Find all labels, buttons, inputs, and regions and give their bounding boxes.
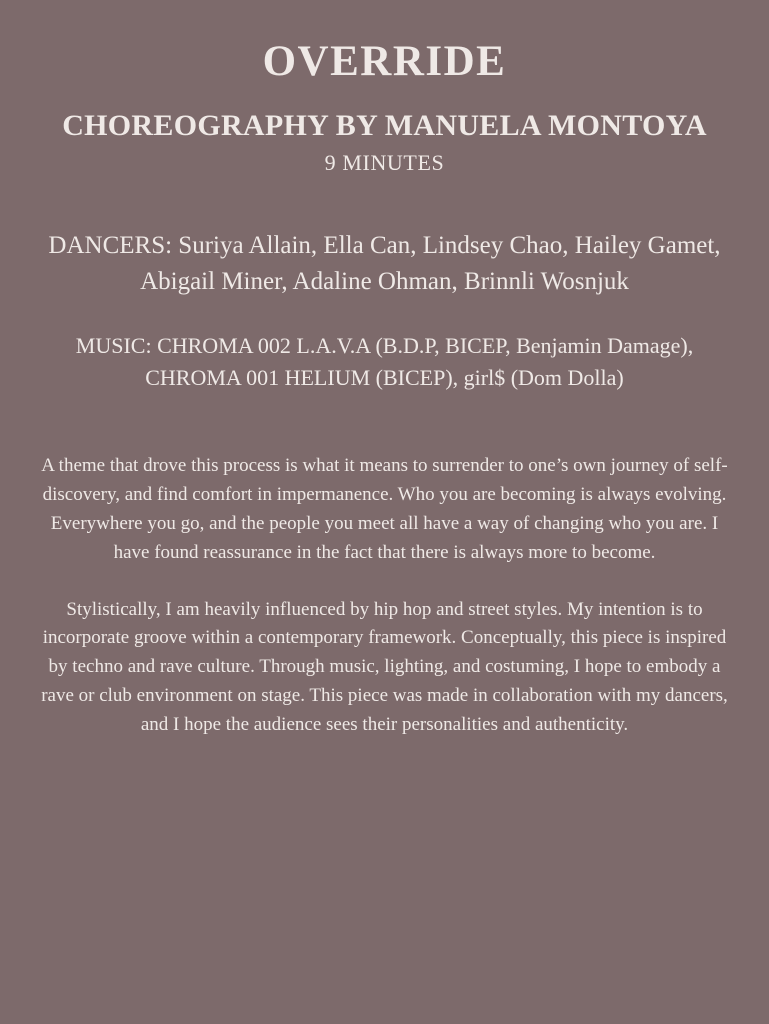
duration-label: 9 MINUTES <box>324 149 445 175</box>
description-paragraph-2: Stylistically, I am heavily influenced by hip hop and street styles. My intention is to incorporate groove within a contemporary framework. Conceptually, this piece is inspired by techno and rave culture. Through music, lighting, and costuming, I hope to embody a rave or club environment on stage. This piece was made in collaboration with my dancers, and I hope the audience sees their personalities and authenticity. <box>41 598 728 736</box>
choreographer-credit: CHOREOGRAPHY BY MANUELA MONTOYA <box>62 109 707 143</box>
dancers-list: DANCERS: Suriya Allain, Ella Can, Lindsey Chao, Hailey Gamet, Abigail Miner, Adaline Ohman, Brinnli Wosnjuk <box>48 231 721 296</box>
page-title: OVERRIDE <box>262 38 507 85</box>
description-paragraph-1: A theme that drove this process is what it means to surrender to one’s own journey of self-discovery, and find comfort in impermanence. Who you are becoming is always evolving. Everywhere you go, and the people you meet all have a way of changing who you are. I have found reassurance in the fact that there is always more to become. <box>41 455 728 563</box>
music-credits: MUSIC: CHROMA 002 L.A.V.A (B.D.P, BICEP, Benjamin Damage), CHROMA 001 HELIUM (BICEP), girl$ (Dom Dolla) <box>75 333 694 391</box>
